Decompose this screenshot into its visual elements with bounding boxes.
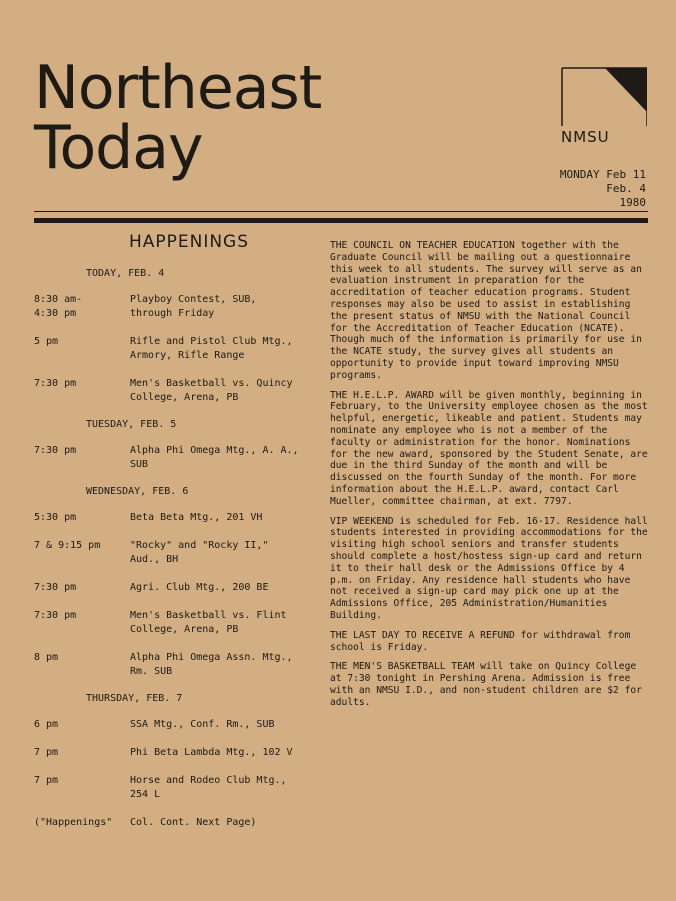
news-item-body: for withdrawal from school is Friday. <box>330 629 631 653</box>
news-item <box>330 661 648 708</box>
day-heading: TODAY, FEB. 4 <box>86 268 165 279</box>
news-item <box>330 630 648 654</box>
event-row <box>34 335 324 363</box>
event-description: Men's Basketball vs. Flint College, Arena, PB <box>130 610 287 635</box>
news-item <box>330 516 648 622</box>
event-description: Beta Beta Mtg., 201 VH <box>130 512 263 523</box>
event-time: 7 & 9:15 pm <box>34 540 101 551</box>
event-description: Men's Basketball vs. Quincy College, Arena, PB <box>130 378 293 403</box>
event-description: Playboy Contest, SUB, through Friday <box>130 294 257 319</box>
news-column <box>330 240 648 716</box>
event-row <box>34 774 324 802</box>
event-description: Col. Cont. Next Page) <box>130 817 257 828</box>
news-item-body: is scheduled for Feb. 16-17. Residence hall students interested in providing accommodations for the visiting high school seniors and transfer students should complete a host/hostess sign-up card and return it to their hall desk or the Admissions Office by 4 p.m. on Friday. Any residence hall students who have not received a sign-up card may pick one up at the Admissions Office, 205 Administration/Humanities Building. <box>330 515 648 621</box>
news-item-lead: THE COUNCIL ON TEACHER EDUCATION <box>330 240 515 251</box>
happenings-heading: HAPPENINGS <box>128 232 250 252</box>
event-row <box>34 444 324 472</box>
masthead-title-line2: Today <box>34 113 203 183</box>
event-time: 7:30 pm <box>34 582 77 593</box>
event-time: 7 pm <box>34 747 59 758</box>
event-time: 8 pm <box>34 652 59 663</box>
event-description: "Rocky" and "Rocky II," Aud., BH <box>130 540 269 565</box>
dateline-line3: 1980 <box>619 196 646 209</box>
logo-mark-icon <box>559 66 647 126</box>
event-description: Rifle and Pistol Club Mtg., Armory, Rifle Range <box>130 336 293 361</box>
event-row <box>34 718 324 732</box>
news-item <box>330 390 648 508</box>
event-row <box>34 293 324 321</box>
event-row <box>34 651 324 679</box>
news-item-body: will be given monthly, beginning in February, to the University employee chosen as the most helpful, energetic, likeable and patient. Students may nominate any employee who is not a member of the faculty or administration for the honor. Nominations for the new award, sponsored by the Student Senate, are due in the third Sunday of the month and will be discussed on the fourth Sunday of the month. For more information about the H.E.L.P. award, contact Carl Mueller, committee chairman, at ext. 7797. <box>330 389 648 507</box>
day-heading: THURSDAY, FEB. 7 <box>86 693 183 704</box>
day-heading: WEDNESDAY, FEB. 6 <box>86 486 189 497</box>
masthead-title <box>34 53 322 183</box>
event-description: SSA Mtg., Conf. Rm., SUB <box>130 719 275 730</box>
event-time: 7:30 pm <box>34 445 77 456</box>
event-time: 5:30 pm <box>34 512 77 523</box>
masthead-rule-thick <box>34 218 648 223</box>
event-row <box>34 539 324 567</box>
event-row <box>34 511 324 525</box>
event-time: 8:30 am- 4:30 pm <box>34 294 83 319</box>
event-row <box>34 581 324 595</box>
event-description: Phi Beta Lambda Mtg., 102 V <box>130 747 293 758</box>
event-row <box>34 609 324 637</box>
happenings-days <box>34 268 324 830</box>
news-item-lead: THE LAST DAY TO RECEIVE A REFUND <box>330 629 515 641</box>
event-row <box>34 816 324 830</box>
event-description: Alpha Phi Omega Mtg., A. A., SUB <box>130 445 299 470</box>
happenings-column <box>34 232 324 844</box>
news-item-body: will take on Quincy College at 7:30 tonight in Pershing Arena. Admission is free with an NMSU I.D., and non-student children are $2 for adults. <box>330 661 642 708</box>
event-description: Horse and Rodeo Club Mtg., 254 L <box>130 775 287 800</box>
event-time: ("Happenings" <box>34 817 113 828</box>
event-time: 6 pm <box>34 719 59 730</box>
nmsu-logo <box>559 66 647 152</box>
dateline-line2: Feb. 4 <box>606 182 646 195</box>
day-heading: TUESDAY, FEB. 5 <box>86 419 177 430</box>
news-item <box>330 240 648 382</box>
masthead-rule-thin <box>34 211 648 212</box>
news-item-lead: THE MEN'S BASKETBALL TEAM <box>330 661 475 673</box>
masthead-title-line1: Northeast <box>34 53 322 123</box>
news-item-lead: VIP WEEKEND <box>330 515 394 527</box>
logo-text: NMSU <box>561 128 610 146</box>
news-item-lead: THE H.E.L.P. AWARD <box>330 389 434 401</box>
event-time: 7:30 pm <box>34 610 77 621</box>
event-description: Agri. Club Mtg., 200 BE <box>130 582 269 593</box>
news-item-body: together with the Graduate Council will be mailing out a questionnaire this week to all students. The survey will serve as an evaluation instrument in preparation for the accreditation of teacher education programs. Student responses may also be used to assist in establishing the present status of NMSU with the National Council for the Accreditation of Teacher Education (NCATE). Though much of the information is primarily for use in the NCATE study, the survey gives all students an opportunity to provide input toward improving NMSU programs. <box>330 240 642 381</box>
dateline-line1: MONDAY Feb 11 <box>559 168 646 181</box>
dateline <box>560 168 646 210</box>
event-row <box>34 746 324 760</box>
event-row <box>34 377 324 405</box>
event-time: 7:30 pm <box>34 378 77 389</box>
event-time: 5 pm <box>34 336 59 347</box>
event-time: 7 pm <box>34 775 59 786</box>
event-description: Alpha Phi Omega Assn. Mtg., Rm. SUB <box>130 652 293 677</box>
